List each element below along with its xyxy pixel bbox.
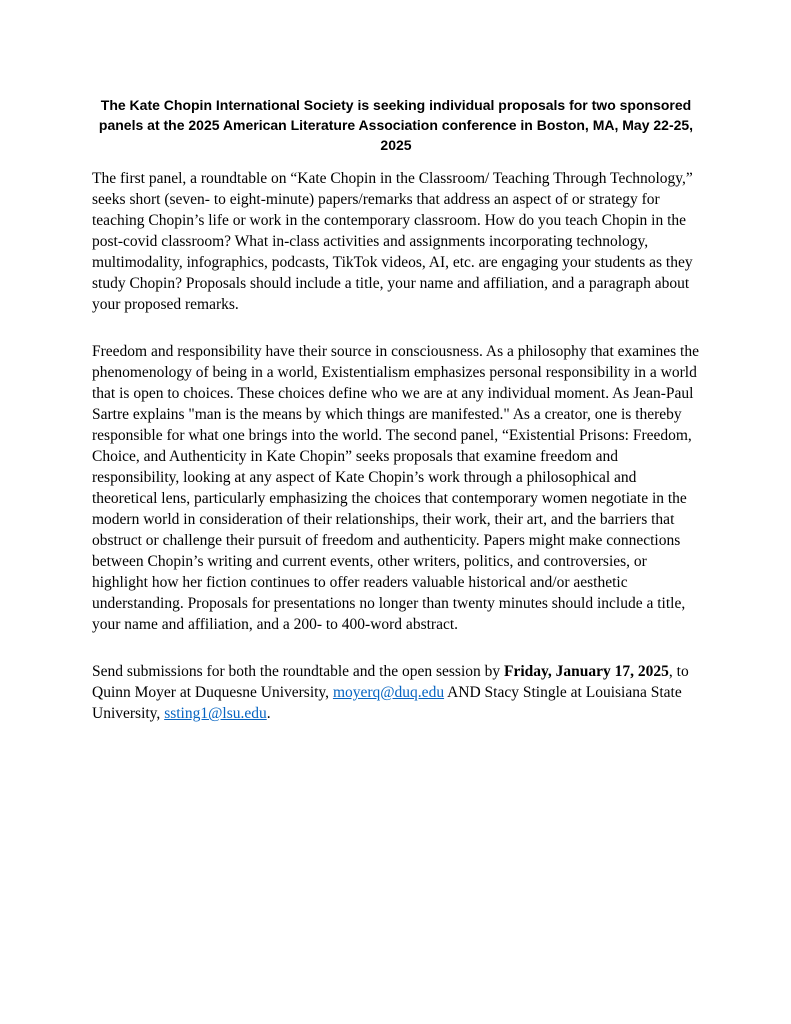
paragraph-panel1-roundtable: The first panel, a roundtable on “Kate Chopin in the Classroom/ Teaching Through Technology,” seeks short (seven- to eight-minute) papers/remarks that address an aspect of or strategy for teaching Chopin’s life or work in the contemporary classroom. How do you teach Chopin in the post-covid classroom? What in-class activities and assignments incorporating technology, multimodality, infographics, podcasts, TikTok videos, AI, etc. are engaging your students as they study Chopin? Proposals should include a title, your name and affiliation, and a paragraph about your proposed remarks. [92, 170, 693, 313]
submission-after-deadline-text: , to Quinn Moyer at Duquesne University, [92, 663, 689, 701]
submission-lead-text: Send submissions for both the roundtable and the open session by [92, 663, 504, 680]
email-link-moyerq[interactable]: moyerq@duq.edu [332, 684, 445, 701]
paragraph-panel2-existential: Freedom and responsibility have their source in consciousness. As a philosophy that examines the phenomenology of being in a world, Existentialism emphasizes personal responsibility in a world that is open to choices. These choices define who we are at any individual moment. As Jean-Paul Sartre explains "man is the means by which things are manifested." As a creator, one is thereby responsible for what one brings into the world. The second panel, “Existential Prisons: Freedom, Choice, and Authenticity in Kate Chopin” seeks proposals that examine freedom and responsibility, looking at any aspect of Kate Chopin’s work through a philosophical and theoretical lens, particularly emphasizing the choices that contemporary women negotiate in the modern world in consideration of their relationships, their work, their art, and the barriers that obstruct or challenge their pursuit of freedom and authenticity. Papers might make connections between Chopin’s writing and current events, other writers, politics, and controversies, or highlight how her fiction continues to offer readers valuable historical and/or aesthetic understanding. Proposals for presentations no longer than twenty minutes should include a title, your name and affiliation, and a 200- to 400-word abstract. [92, 343, 699, 633]
submission-middle-text: AND Stacy Stingle at Louisiana State University, [92, 684, 682, 722]
paragraph-submission-instructions [92, 661, 700, 724]
submission-deadline: Friday, January 17, 2025 [504, 663, 669, 680]
email-link-ssting1[interactable]: ssting1@lsu.edu [164, 705, 267, 722]
submission-terminal-period: . [266, 705, 271, 722]
document-title: The Kate Chopin International Society is seeking individual proposals for two sponsored panels at the 2025 American Literature Association conference in Boston, MA, May 22-25, 2025 [98, 97, 694, 153]
